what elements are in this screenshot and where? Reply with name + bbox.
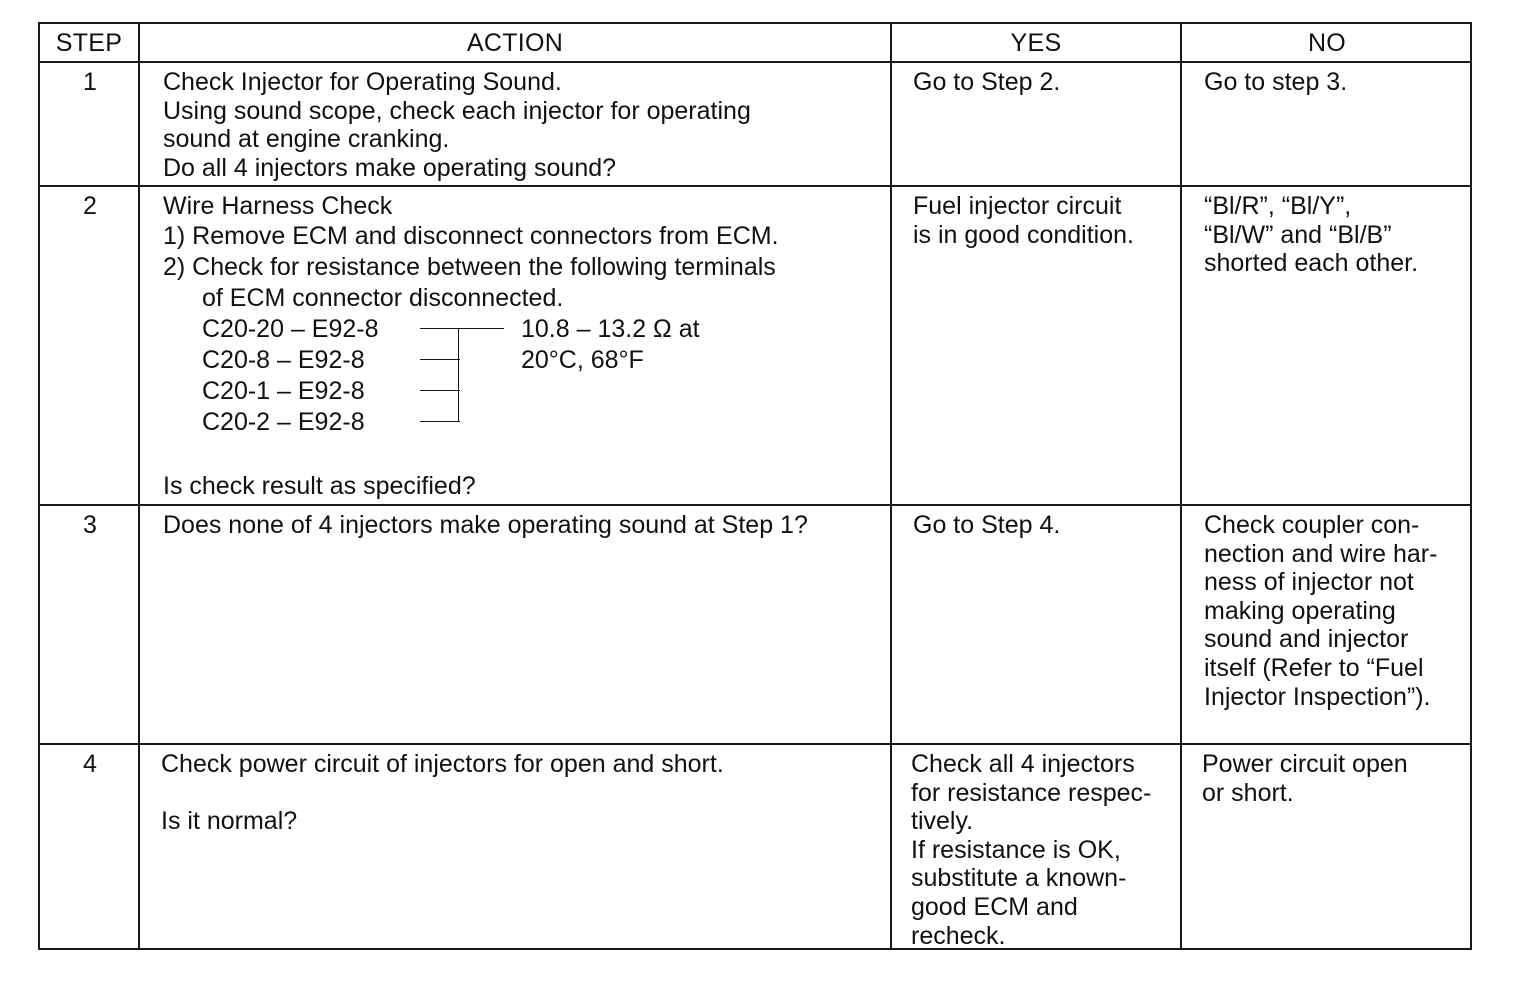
terminal-pair: C20-20 – E92-8 [202,315,379,343]
row-divider [40,743,1470,745]
action-cell [163,68,751,182]
action-item: 2) Check for resistance between the following terminals [163,253,776,282]
yes-cell [913,68,1060,97]
terminal-pair: C20-1 – E92-8 [202,377,365,405]
action-line: Do all 4 injectors make operating sound? [163,153,617,182]
no-cell [1204,192,1418,278]
column-divider [890,24,892,948]
action-cell [161,750,724,779]
yes-line: Go to Step 2. [913,68,1061,96]
yes-line: is in good condition. [913,220,1134,249]
action-line: Check power circuit of injectors for open and short. [161,750,724,778]
action-item-continued: of ECM connector disconnected. [202,283,564,312]
column-divider [138,24,140,948]
no-line: shorted each other. [1204,249,1419,278]
bracket-line [420,421,460,422]
column-divider [1180,24,1182,948]
yes-cell [913,511,1060,540]
step-number: 2 [83,192,97,220]
no-line: nection and wire har- [1204,539,1438,568]
step-number: 1 [83,68,97,96]
no-line: Power circuit open [1202,750,1408,778]
header-action: ACTION [466,29,564,57]
no-line: Check coupler con- [1204,511,1420,539]
step-number: 3 [83,511,97,539]
yes-line: recheck. [911,921,1006,950]
no-line: making operating [1204,596,1396,625]
action-line: sound at engine cranking. [163,125,450,154]
action-cell [163,511,808,540]
header-step: STEP [55,29,123,57]
step-number: 4 [83,750,97,778]
yes-cell [913,192,1134,249]
bracket-line [420,328,504,329]
yes-line: substitute a known- [911,864,1127,893]
header-no: NO [1307,29,1347,57]
yes-line: for resistance respec- [911,778,1152,807]
bracket-spine [458,328,459,422]
action-question: Is it normal? [161,807,298,835]
action-item: 1) Remove ECM and disconnect connectors from ECM. [163,221,779,250]
bracket-line [420,390,460,391]
yes-line: If resistance is OK, [911,835,1121,864]
no-line: or short. [1202,778,1294,807]
action-question: Is check result as specified? [163,472,476,500]
no-line: ness of injector not [1204,568,1414,597]
no-line: itself (Refer to “Fuel [1204,653,1424,682]
no-cell [1204,511,1437,711]
yes-line: Go to Step 4. [913,511,1061,539]
no-cell [1202,750,1408,807]
yes-cell [911,750,1151,950]
troubleshooting-table [38,22,1472,950]
terminal-pair: C20-2 – E92-8 [202,408,365,436]
row-divider [40,185,1470,187]
no-line: “Bl/W” and “Bl/B” [1204,220,1392,249]
no-cell [1204,68,1347,97]
no-line: “Bl/R”, “Bl/Y”, [1204,192,1352,220]
resistance-spec: 10.8 – 13.2 Ω at [521,315,700,343]
yes-line: Check all 4 injectors [911,750,1135,778]
row-divider [40,504,1470,506]
temperature-spec: 20°C, 68°F [521,346,644,374]
no-line: Injector Inspection”). [1204,682,1431,711]
no-line: sound and injector [1204,625,1409,654]
yes-line: tively. [911,807,974,836]
action-title: Wire Harness Check [163,192,393,220]
no-line: Go to step 3. [1204,68,1348,96]
action-line: Check Injector for Operating Sound. [163,68,562,96]
bracket-line [420,359,460,360]
action-line: Using sound scope, check each injector for operating [163,96,751,125]
yes-line: Fuel injector circuit [913,192,1122,220]
action-cell [163,192,779,312]
terminal-pair: C20-8 – E92-8 [202,346,365,374]
yes-line: good ECM and [911,892,1078,921]
header-yes: YES [1010,29,1062,57]
action-line: Does none of 4 injectors make operating sound at Step 1? [163,511,808,539]
